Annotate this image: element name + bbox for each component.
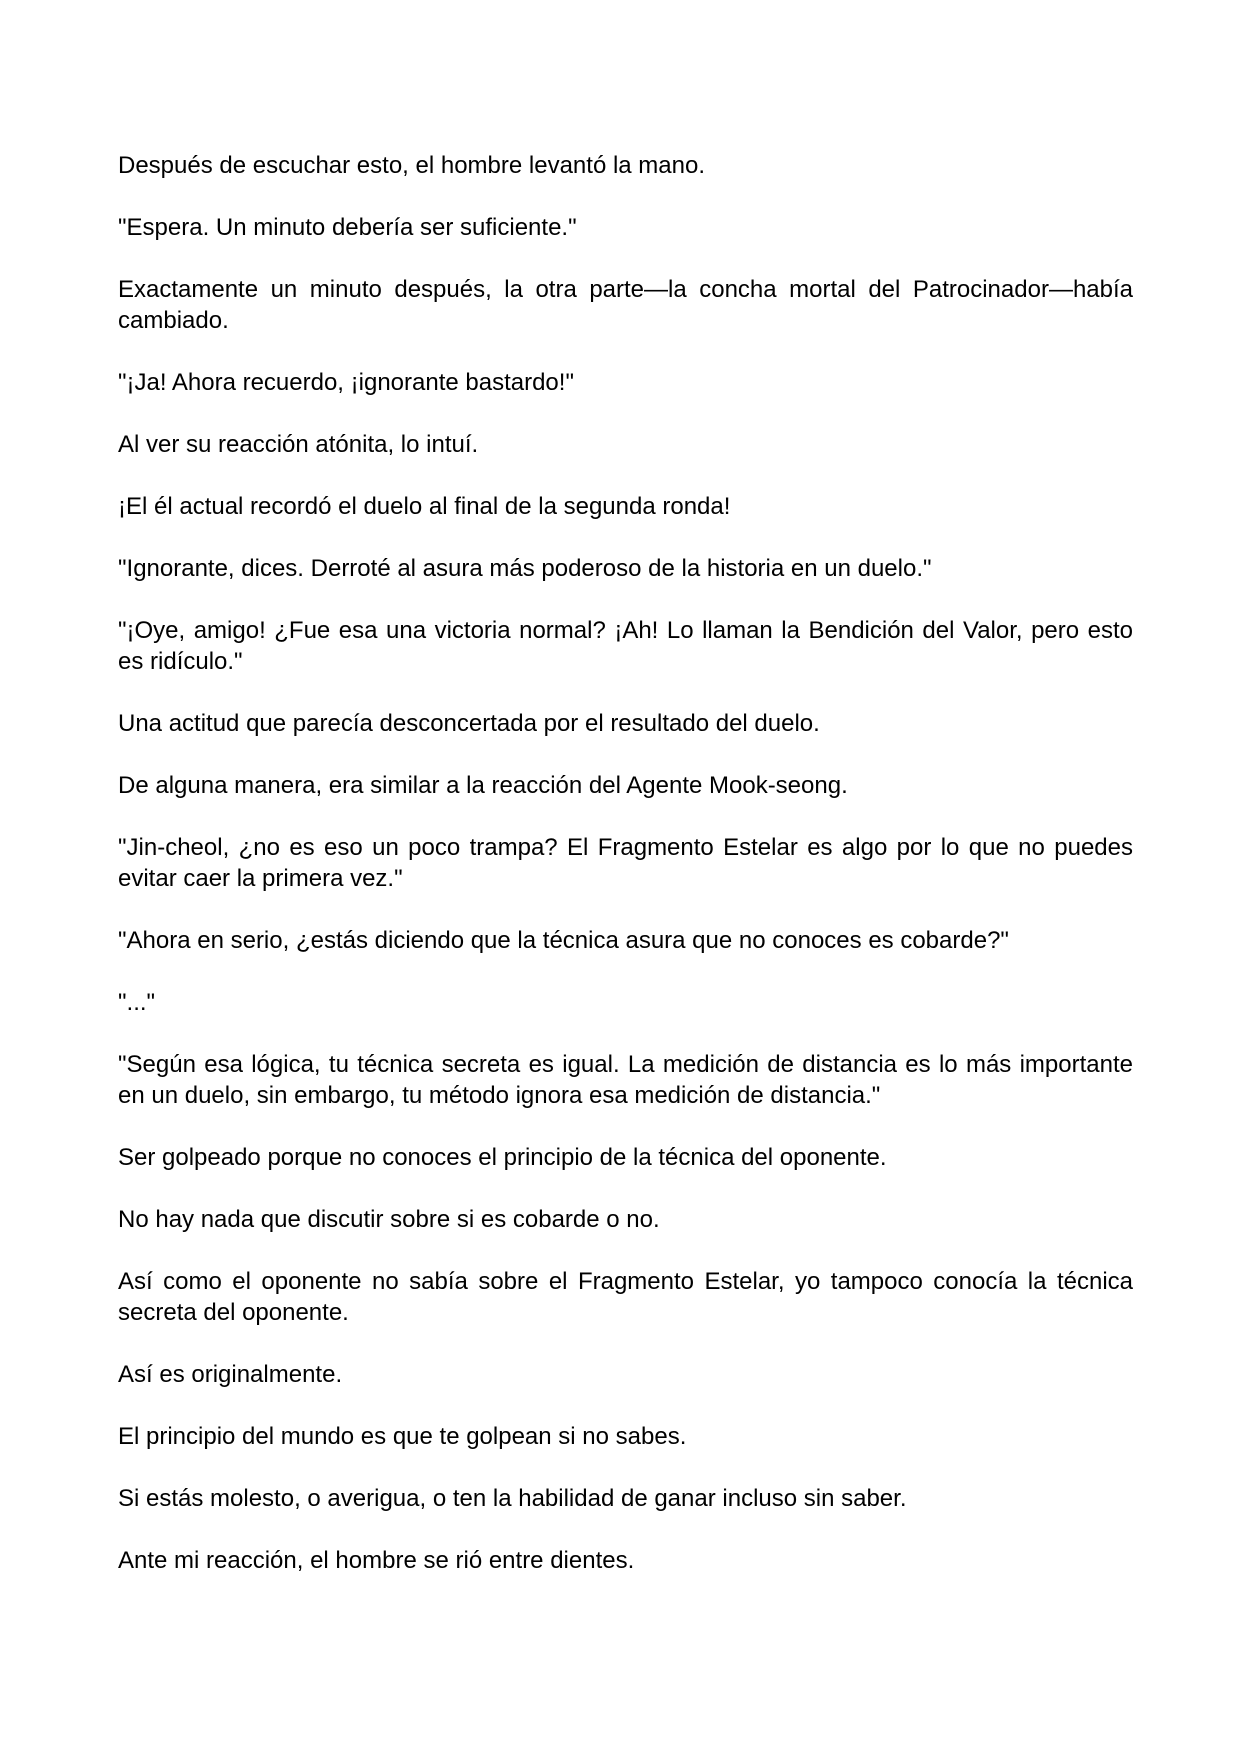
paragraph: El principio del mundo es que te golpean si no sabes. bbox=[118, 1423, 687, 1450]
paragraph: No hay nada que discutir sobre si es cobarde o no. bbox=[118, 1206, 660, 1233]
paragraph: "Ahora en serio, ¿estás diciendo que la técnica asura que no conoces es cobarde?" bbox=[118, 927, 1009, 954]
paragraph: "Ignorante, dices. Derroté al asura más poderoso de la historia en un duelo." bbox=[118, 555, 932, 582]
paragraph: "¡Ja! Ahora recuerdo, ¡ignorante bastardo!" bbox=[118, 369, 574, 396]
paragraph: Al ver su reacción atónita, lo intuí. bbox=[118, 431, 479, 458]
paragraph: Así como el oponente no sabía sobre el Fragmento Estelar, yo tampoco conocía la técnica secreta del oponente. bbox=[118, 1268, 1133, 1326]
paragraph: "Según esa lógica, tu técnica secreta es igual. La medición de distancia es lo más importante en un duelo, sin embargo, tu método ignora esa medición de distancia." bbox=[118, 1051, 1133, 1109]
paragraph: Después de escuchar esto, el hombre levantó la mano. bbox=[118, 152, 706, 179]
paragraph: Ante mi reacción, el hombre se rió entre dientes. bbox=[118, 1547, 635, 1574]
paragraph: Ser golpeado porque no conoces el principio de la técnica del oponente. bbox=[118, 1144, 887, 1171]
paragraph: Exactamente un minuto después, la otra parte—la concha mortal del Patrocinador—había cambiado. bbox=[118, 276, 1133, 334]
paragraph: De alguna manera, era similar a la reacción del Agente Mook-seong. bbox=[118, 772, 848, 799]
paragraph: "¡Oye, amigo! ¿Fue esa una victoria normal? ¡Ah! Lo llaman la Bendición del Valor, pero esto es ridículo." bbox=[118, 617, 1133, 675]
paragraph: Si estás molesto, o averigua, o ten la habilidad de ganar incluso sin saber. bbox=[118, 1485, 907, 1512]
paragraph: "Espera. Un minuto debería ser suficiente." bbox=[118, 214, 577, 241]
paragraph: Una actitud que parecía desconcertada por el resultado del duelo. bbox=[118, 710, 820, 737]
paragraph: Así es originalmente. bbox=[118, 1361, 343, 1388]
paragraph: ¡El él actual recordó el duelo al final de la segunda ronda! bbox=[118, 493, 731, 520]
document-page bbox=[118, 150, 1133, 1607]
paragraph: "..." bbox=[118, 989, 156, 1016]
paragraph: "Jin-cheol, ¿no es eso un poco trampa? El Fragmento Estelar es algo por lo que no puedes evitar caer la primera vez." bbox=[118, 834, 1133, 892]
